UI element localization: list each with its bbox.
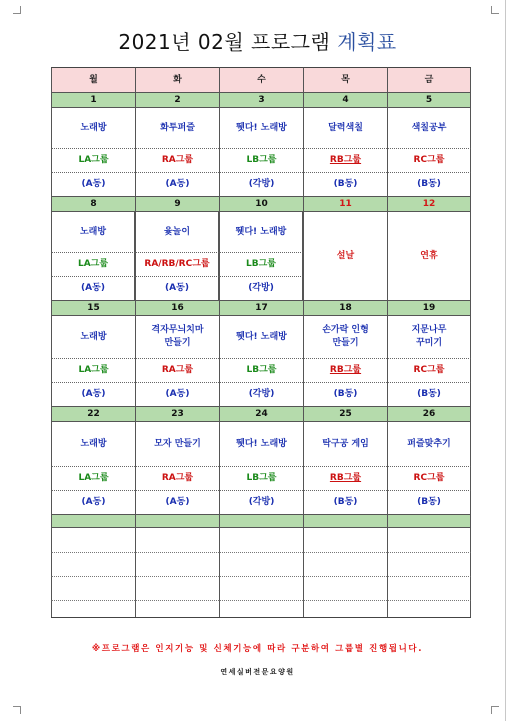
activity-cell: 달력색칠 [303, 107, 387, 148]
building-cell: (각방) [219, 490, 303, 514]
table-bottom-border [51, 617, 471, 618]
date-cell [51, 514, 135, 527]
group-cell: LA그룹 [51, 148, 135, 172]
building-cell: (A동) [135, 276, 219, 300]
week2-col-wed [219, 211, 303, 300]
building-cell: (B동) [387, 490, 471, 514]
activity-cell: 뛧다! 노래방 [219, 315, 303, 358]
empty-cell [135, 527, 219, 552]
group-cell: RA그룹 [135, 358, 219, 382]
group-cell: RC그룹 [387, 358, 471, 382]
week1-building-row [51, 172, 471, 196]
title-accent: 계획표 [337, 30, 397, 54]
week2-col-tue [135, 211, 219, 300]
activity-cell: 탁구공 게임 [303, 421, 387, 466]
building-cell: (각방) [219, 382, 303, 406]
empty-cell [387, 576, 471, 600]
page-title [0, 26, 515, 55]
date-cell-holiday: 12 [387, 196, 471, 211]
week1-activity-row [51, 107, 471, 148]
weekday-thu: 목 [303, 67, 387, 92]
group-cell: RB그룹 [303, 148, 387, 172]
empty-cell [387, 552, 471, 576]
program-note: ※프로그램은 인지기능 및 신체기능에 따라 구분하여 그룹별 진행됩니다. [91, 644, 424, 654]
date-cell: 19 [387, 300, 471, 315]
week5-blank-row [51, 527, 471, 552]
empty-cell [387, 600, 471, 617]
group-cell: RC그룹 [387, 148, 471, 172]
week5-blank-row [51, 600, 471, 617]
date-cell: 25 [303, 406, 387, 421]
empty-cell [219, 527, 303, 552]
week1-group-row [51, 148, 471, 172]
week4-building-row [51, 490, 471, 514]
activity-cell: 격자무늬치마 만들기 [135, 315, 219, 358]
weekday-fri: 금 [387, 67, 471, 92]
group-cell: LA그룹 [51, 466, 135, 490]
week3-building-row [51, 382, 471, 406]
page-edge [505, 0, 506, 721]
activity-cell: 노래방 [51, 421, 135, 466]
date-cell [219, 514, 303, 527]
group-cell: LB그룹 [219, 148, 303, 172]
activity-cell: 윷놀이 [135, 211, 219, 252]
week5-blank-row [51, 552, 471, 576]
empty-cell [303, 600, 387, 617]
activity-cell: 퍼즐맞추기 [387, 421, 471, 466]
activity-cell: 모자 만들기 [135, 421, 219, 466]
empty-cell [387, 527, 471, 552]
empty-cell [51, 527, 135, 552]
group-cell: LB그룹 [219, 358, 303, 382]
empty-cell [219, 576, 303, 600]
weekday-mon: 월 [51, 67, 135, 92]
empty-cell [51, 600, 135, 617]
crop-mark-top-left [13, 6, 21, 14]
building-cell: (A동) [135, 172, 219, 196]
crop-mark-bottom-left [13, 706, 21, 714]
group-cell: LA그룹 [51, 358, 135, 382]
building-cell: (A동) [51, 382, 135, 406]
group-cell: RB그룹 [303, 466, 387, 490]
empty-cell [219, 600, 303, 617]
activity-cell: 노래방 [51, 107, 135, 148]
building-cell: (B동) [387, 382, 471, 406]
date-cell: 8 [51, 196, 135, 211]
empty-cell [51, 552, 135, 576]
week3-date-row [51, 300, 471, 315]
week3-activity-row [51, 315, 471, 358]
holiday-cell: 연휴 [387, 211, 471, 300]
date-cell: 23 [135, 406, 219, 421]
building-cell: (B동) [387, 172, 471, 196]
group-cell: RA/RB/RC그룹 [135, 252, 219, 276]
week4-activity-row [51, 421, 471, 466]
building-cell: (A동) [135, 490, 219, 514]
empty-cell [135, 576, 219, 600]
empty-cell [51, 576, 135, 600]
date-cell: 1 [51, 92, 135, 107]
date-cell: 10 [219, 196, 303, 211]
empty-cell [303, 576, 387, 600]
date-cell: 9 [135, 196, 219, 211]
week5-date-row [51, 514, 471, 527]
date-cell: 18 [303, 300, 387, 315]
building-cell: (B동) [303, 382, 387, 406]
group-cell: RB그룹 [303, 358, 387, 382]
date-cell-holiday: 11 [303, 196, 387, 211]
date-cell: 15 [51, 300, 135, 315]
building-cell: (각방) [219, 172, 303, 196]
empty-cell [135, 600, 219, 617]
empty-cell [303, 527, 387, 552]
weekday-wed: 수 [219, 67, 303, 92]
weekday-header-row [51, 67, 471, 92]
empty-cell [135, 552, 219, 576]
crop-mark-bottom-right [491, 706, 499, 714]
group-cell: LB그룹 [219, 252, 303, 276]
institution-name: 연세실버전문요양원 [220, 668, 295, 676]
group-cell: RA그룹 [135, 466, 219, 490]
week2-date-row [51, 196, 471, 211]
date-cell: 2 [135, 92, 219, 107]
week4-group-row [51, 466, 471, 490]
title-main: 2021년 02월 프로그램 [118, 30, 338, 54]
activity-cell: 뛧다! 노래방 [219, 421, 303, 466]
activity-cell: 색칠공부 [387, 107, 471, 148]
building-cell: (B동) [303, 490, 387, 514]
building-cell: (A동) [51, 490, 135, 514]
date-cell [135, 514, 219, 527]
group-cell: RA그룹 [135, 148, 219, 172]
activity-cell: 뛧다! 노래방 [219, 107, 303, 148]
crop-mark-top-right [491, 6, 499, 14]
date-cell: 4 [303, 92, 387, 107]
group-cell: LA그룹 [51, 252, 135, 276]
activity-cell: 뛧다! 노래방 [219, 211, 303, 252]
week3-group-row [51, 358, 471, 382]
activity-cell: 노래방 [51, 211, 135, 252]
date-cell: 24 [219, 406, 303, 421]
week2-col-mon [51, 211, 135, 300]
date-cell: 17 [219, 300, 303, 315]
activity-cell: 지문나무 꾸미기 [387, 315, 471, 358]
activity-cell: 화투퍼즐 [135, 107, 219, 148]
group-cell: RC그룹 [387, 466, 471, 490]
week2-body [51, 211, 471, 300]
calendar-table [51, 67, 471, 618]
date-cell [303, 514, 387, 527]
date-cell: 5 [387, 92, 471, 107]
building-cell: (각방) [219, 276, 303, 300]
empty-cell [303, 552, 387, 576]
date-cell [387, 514, 471, 527]
activity-cell: 노래방 [51, 315, 135, 358]
building-cell: (A동) [135, 382, 219, 406]
group-cell: LB그룹 [219, 466, 303, 490]
building-cell: (A동) [51, 172, 135, 196]
week4-date-row [51, 406, 471, 421]
date-cell: 22 [51, 406, 135, 421]
building-cell: (B동) [303, 172, 387, 196]
week1-date-row [51, 92, 471, 107]
date-cell: 16 [135, 300, 219, 315]
week5-blank-row [51, 576, 471, 600]
holiday-cell: 설날 [303, 211, 387, 300]
activity-cell: 손가락 인형 만들기 [303, 315, 387, 358]
building-cell: (A동) [51, 276, 135, 300]
weekday-tue: 화 [135, 67, 219, 92]
date-cell: 3 [219, 92, 303, 107]
empty-cell [219, 552, 303, 576]
date-cell: 26 [387, 406, 471, 421]
